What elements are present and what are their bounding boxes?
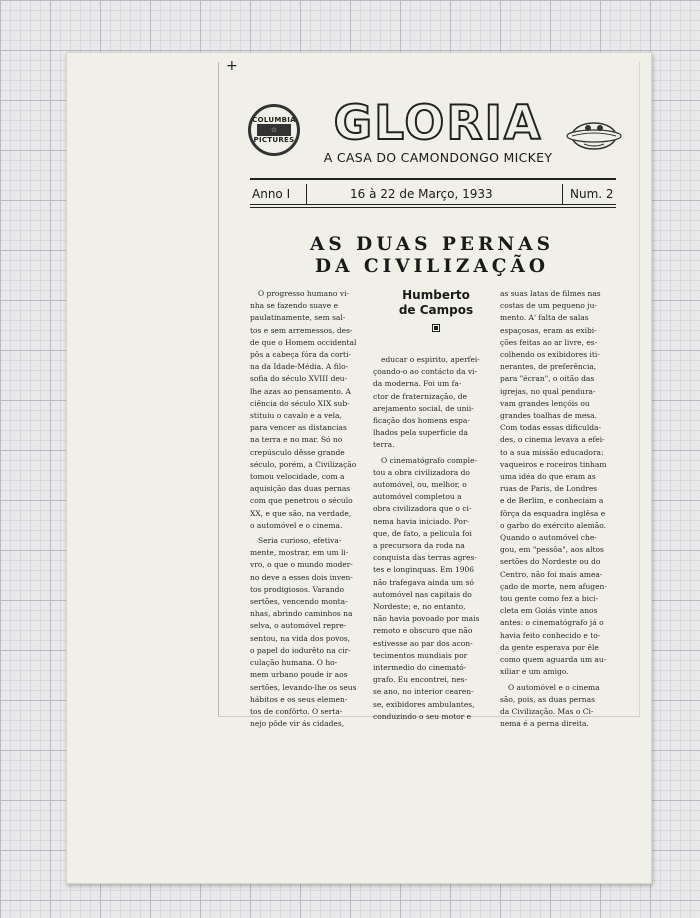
logo-text-top: COLUMBIA (252, 116, 296, 124)
author-last-name: de Campos (398, 303, 474, 317)
article-headline-line-1: AS DUAS PERNAS (310, 234, 554, 255)
issue-number: Num. 2 (570, 187, 614, 201)
ornament-icon (432, 324, 440, 332)
divider (562, 184, 563, 204)
pencil-mark: + (226, 58, 238, 74)
article-headline-line-2: DA CIVILIZAÇÃO (315, 256, 549, 277)
article-column-1 (250, 288, 370, 733)
masthead-subtitle: A CASA DO CAMONDONGO MICKEY (323, 150, 553, 165)
paragraph: as suas latas de filmes nas costas de um pequeno ju- mento. A' falta de salas espaçosas, eram as exibi- ções feitas ao ar livre, es- colhendo os exibidores iti- nerantes, de preferência, para "écran", o oitão das igrejas, no qual pendura- vam grandes lençóis ou grandes toalhas de mesa. Com todas essas dificulda- des, o cinema levava a efei- to a sua missão educadora: vaqueiros e roceiros tinham uma idéa do que eram as ruas de Paris, de Londres e de Berlim, e conheciam a fôrça da esquadra inglêsa e o garbo do exército alemão. Quando o automóvel che- gou, em "pessôa", aos altos sertões do Nordeste ou do Centro, não foi mais amea- çado de morte, nem afugen- tou gente como fez a bici- cleta em Goiás vinte anos antes: o cinematógrafo já o havia feito conhecido e to- da gente esperava por êle como quem aguarda um au- xiliar e um amigo. (500, 289, 607, 677)
issue-year: Anno I (252, 187, 291, 201)
paragraph: O progresso humano vi- nha se fazendo suave e paulatinamente, sem sal- tos e sem arremessos, des- de que o Homem occidental pôs a cabeça fóra da corti- na da Idade-Média. A filo- sofia do século XVIII deu- lhe azas ao pensamento. A ciência do século XIX sub- stituiu o cavalo e a vela, para vencer as distancias na terra e no mar. Só no crepúsculo dêsse grande século, porém, a Civilização tomou velocidade, com a aquisição das duas pernas com que penetrou o século XX, e que são, na verdade, o automóvel e o cinema. (250, 289, 357, 530)
paragraph: Seria curioso, efetiva- mente, mostrar, em um li- vro, o que o mundo moder- no deve a esses dois inven- tos prodigiosos. Varando sertões, vencendo monta- nhas, abrindo caminhos na selva, o automóvel repre- sentou, na vida dos povos, o papel do iodurêto na cir- culação humana. O ho- mem urbano poude ir aos sertões, levando-lhe os seus hábitos e os seus elemen- tos de confôrto. O serta- nejo pôde vir ás cidades, (250, 536, 357, 729)
paragraph: O automóvel e o cinema são, pois, as duas pernas da Civilização. Mas o Ci- nema é a perna direita. (500, 682, 600, 729)
article-column-3 (500, 288, 618, 733)
issue-date: 16 à 22 de Março, 1933 (350, 187, 493, 201)
author-first-name: Humberto (402, 288, 470, 302)
article-column-2 (373, 354, 494, 726)
article-author (386, 288, 486, 336)
paragraph: O cinematógrafo comple- tou a obra civilizadora do automóvel, ou, melhor, o automóvel completou a obra civilizadora que o ci- nema havia iniciado. Por- que, de fato, a pelicula foi a precursora da roda na conquista das terras agres- tes e longinquas. Em 1906 não trafegava ainda um só automóvel nas capitais do Nordeste; e, no entanto, não havia povoado por mais remoto e obscuro que não estivesse ao par dos acon- tecimentos mundiais por intermedio do cinemató- grafo. Eu encontrei, nes- se ano, no interior cearen- se, exibidores ambulantes, conduzindo o seu motor e (373, 455, 480, 721)
masthead-title: GLORIA (333, 96, 543, 151)
paragraph: educar o espirito, aperfei- çoando-o ao contácto da vi- da moderna. Foi um fa- ctor de fraternização, de arejamento social, de unii- ficação dos homens espa- lhados pela superficie da terra. (373, 355, 480, 450)
mickey-badge-icon (566, 118, 622, 154)
issue-info-bar (250, 182, 616, 206)
header-rule-bottom (250, 204, 616, 205)
header-rule-top (250, 178, 616, 180)
logo-text-bottom: PICTURES (253, 136, 295, 144)
logo-band: ☆ (257, 124, 291, 136)
divider (306, 184, 307, 204)
columbia-pictures-logo (248, 104, 300, 156)
header-rule-bottom-2 (250, 207, 616, 208)
